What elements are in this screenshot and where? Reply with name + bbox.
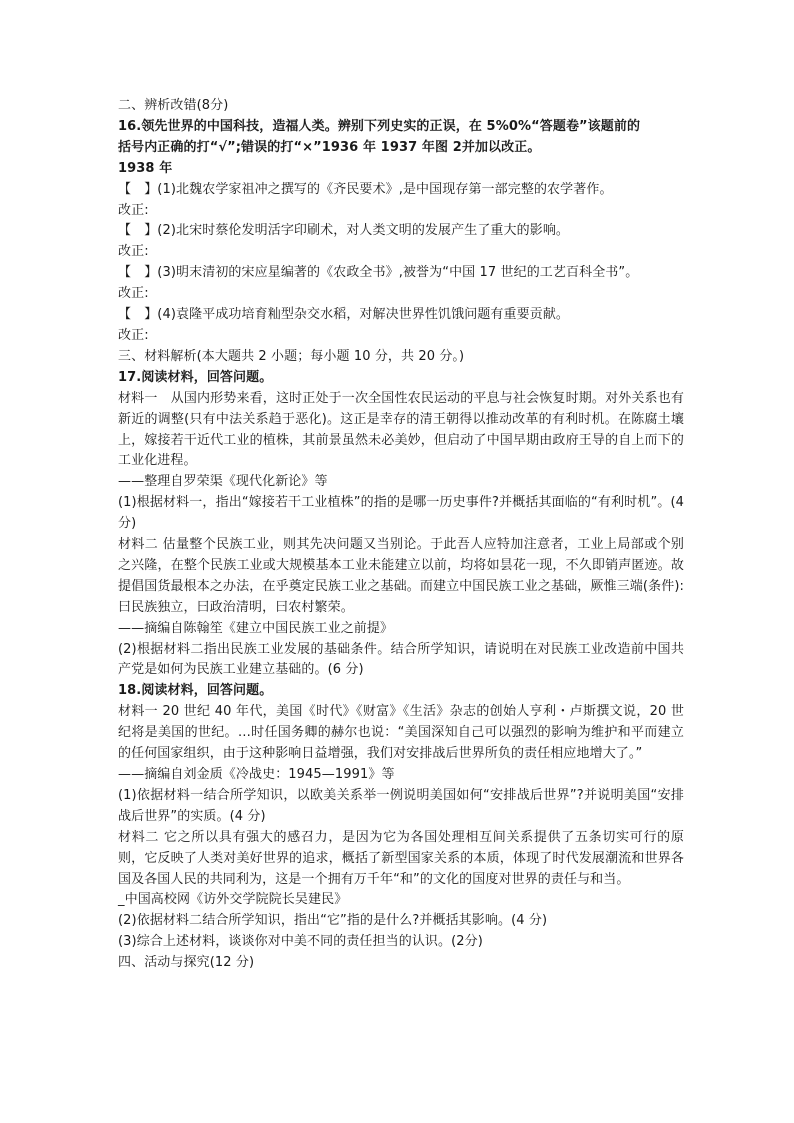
question-16-stem: 16.领先世界的中国科技，造福人类。辨别下列史实的正误，在 5%0%“答题卷”该题前的	[118, 118, 641, 134]
item-4: 【 】(4)袁隆平成功培育籼型杂交水稻，对解决世界性饥饿问题有重要贡献。	[118, 307, 570, 323]
item-1: 【 】(1)北魏农学家祖冲之撰写的《齐民要术》,是中国现存第一部完整的农学著作。	[118, 181, 613, 197]
sub-question: (1)根据材料一，指出“嫁接若干工业植株”的指的是哪一历史事件?并概括其面临的“有利时机”。(4 分)	[118, 495, 684, 532]
correction-label: 改正:	[118, 244, 149, 260]
section-heading: 四、活动与探究(12 分)	[118, 955, 255, 971]
section-heading: 三、材料解析(本大题共 2 小题；每小题 10 分，共 20 分。)	[118, 348, 465, 364]
question-18-stem: 18.阅读材料，回答问题。	[118, 683, 273, 699]
material-paragraph: 材料一 从国内形势来看，这时正处于一次全国性农民运动的平息与社会恢复时期。对外关系也有新近的调整(只有中法关系趋于恶化)。这正是幸存的清王朝得以推动改革的有利时机。在陈腐土壤上，嫁接若干近代工业的植株，其前景虽然未必美妙，但启动了中国早期由政府王导的自上而下的工业化进程。	[118, 390, 684, 469]
sub-question: (2)依据材料二结合所学知识，指出“它”指的是什么?并概括其影响。(4 分)	[118, 913, 548, 929]
correction-label: 改正:	[118, 327, 149, 343]
correction-label: 改正:	[118, 202, 149, 218]
material-paragraph: 材料一 20 世纪 40 年代，美国《时代》《财富》《生活》杂志的创始人亨利・卢斯撰文说，20 世纪将是美国的世纪。…时任国务卿的赫尔也说：“美国深知自己可以强烈的影响为维护和平而建立的任何国家组织，由于这种影响日益增强，我们对安排战后世界所负的责任相应地增大了。”	[118, 704, 684, 762]
exam-page	[118, 96, 684, 974]
item-3: 【 】(3)明末清初的宋应星编著的《农政全书》,被誉为“中国 17 世纪的工艺百科全书”。	[118, 265, 639, 281]
material-source: ——整理自罗荣渠《现代化新论》等	[118, 474, 328, 490]
question-16-stem-cont: 括号内正确的打“√”;错误的打“×”1936 年 1937 年图 2并加以改正。	[118, 139, 541, 155]
material-paragraph: 材料二 估量整个民族工业，则其先决问题又当别论。于此吾人应特加注意者，工业上局部或个别之兴隆，在整个民族工业或大规模基本工业未能建立以前，均将如昙花一现，不久即销声匿迹。故提倡国货最根本之办法，在乎奠定民族工业之基础。而建立中国民族工业之基础，厥惟三端(条件):曰民族独立，曰政治清明，曰农村繁荣。	[118, 537, 684, 615]
question-16-stem-year: 1938 年	[118, 160, 173, 176]
material-source: ——摘编自刘金质《冷战史：1945—1991》等	[118, 767, 395, 782]
question-17-stem: 17.阅读材料，回答问题。	[118, 369, 273, 385]
material-source: ——摘编自陈翰笙《建立中国民族工业之前提》	[118, 620, 394, 636]
sub-question: (1)依据材料一结合所学知识，以欧美关系举一例说明美国如何“安排战后世界”?并说明美国“安排战后世界”的实质。(4 分)	[118, 787, 684, 824]
sub-question: (3)综合上述材料，谈谈你对中美不同的责任担当的认识。(2分)	[118, 934, 483, 950]
sub-question: (2)根据材料二指出民族工业发展的基础条件。结合所学知识，请说明在对民族工业改造前中国共产党是如何为民族工业建立基础的。(6 分)	[118, 641, 684, 678]
item-2: 【 】(2)北宋时蔡伦发明活字印刷术，对人类文明的发展产生了重大的影响。	[118, 223, 570, 239]
material-source: _中国高校网《访外交学院院长吴建民》	[118, 892, 348, 908]
section-heading: 二、辨析改错(8分)	[118, 98, 229, 113]
material-paragraph: 材料二 它之所以具有强大的感召力，是因为它为各国处理相互间关系提供了五条切实可行的原则，它反映了人类对美好世界的追求，概括了新型国家关系的本质，体现了时代发展潮流和世界各国及各国人民的共同利为，这是一个拥有万千年“和”的文化的国度对世界的责任与和当。	[118, 829, 684, 887]
correction-label: 改正:	[118, 286, 149, 302]
